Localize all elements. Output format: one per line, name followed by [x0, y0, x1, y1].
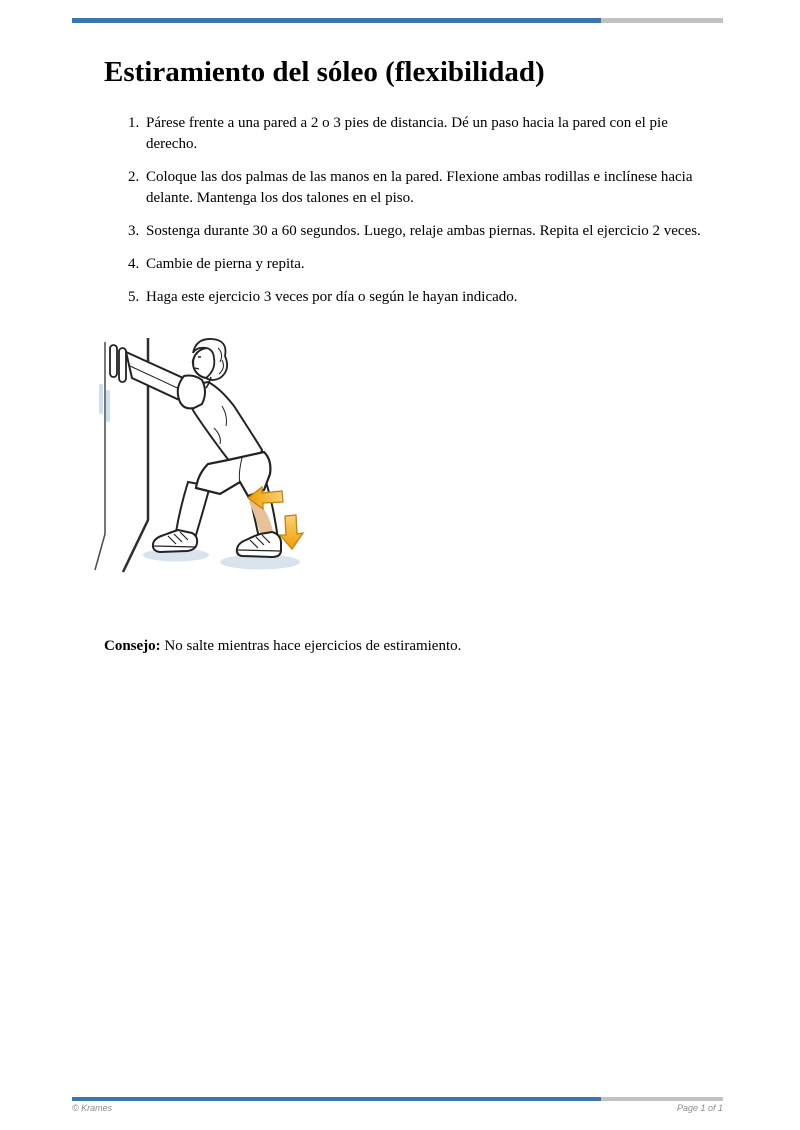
instruction-item-1	[128, 113, 728, 155]
footer-page-number: Page 1 of 1	[676, 1103, 723, 1113]
instruction-item-5	[128, 287, 728, 308]
wall-shadow-streak	[99, 384, 103, 414]
instruction-item-2	[128, 167, 728, 209]
bottom-accent-bar-gray-segment	[601, 1097, 723, 1101]
back-sneaker	[237, 532, 281, 557]
instruction-text: Cambie de pierna y repita.	[146, 256, 305, 272]
wall-shadow-streak	[106, 390, 110, 422]
front-sneaker	[153, 530, 197, 552]
instruction-item-3	[128, 221, 728, 242]
instruction-text: Sostenga durante 30 a 60 segundos. Luego, relaje ambas piernas. Repita el ejercicio 2 veces.	[146, 223, 701, 239]
footer-copyright: © Krames	[72, 1103, 113, 1113]
shirt-sleeve	[178, 376, 205, 409]
tip-line	[104, 636, 724, 657]
bottom-accent-bar-blue-segment	[72, 1097, 601, 1101]
instruction-number: 1.	[128, 115, 140, 131]
tip-text: No salte mientras hace ejercicios de estiramiento.	[160, 638, 462, 654]
wall-front-line	[95, 342, 105, 570]
instruction-number: 3.	[128, 223, 140, 239]
footer	[72, 1103, 723, 1113]
instruction-text: Párese frente a una pared a 2 o 3 pies de distancia. Dé un paso hacia la pared con el pie derecho.	[146, 115, 668, 152]
instruction-item-4	[128, 254, 728, 275]
instruction-number: 5.	[128, 289, 140, 305]
hand	[119, 348, 126, 382]
page-title: Estiramiento del sóleo (flexibilidad)	[104, 56, 545, 88]
instruction-number: 4.	[128, 256, 140, 272]
bottom-accent-bar	[72, 1097, 723, 1101]
tip-label: Consejo:	[104, 638, 161, 654]
instruction-list	[128, 113, 728, 320]
top-accent-bar-blue-segment	[72, 18, 601, 23]
instruction-text: Coloque las dos palmas de las manos en la pared. Flexione ambas rodillas e inclínese hacia delante. Mantenga los dos talones en el piso.	[146, 169, 693, 206]
instruction-number: 2.	[128, 169, 140, 185]
down-arrow-icon	[280, 515, 303, 549]
top-accent-bar	[72, 18, 723, 23]
stretch-figure-svg	[92, 336, 332, 576]
soleus-stretch-illustration	[92, 336, 332, 576]
hand	[110, 345, 117, 377]
top-accent-bar-gray-segment	[601, 18, 723, 23]
instruction-text: Haga este ejercicio 3 veces por día o según le hayan indicado.	[146, 289, 518, 305]
